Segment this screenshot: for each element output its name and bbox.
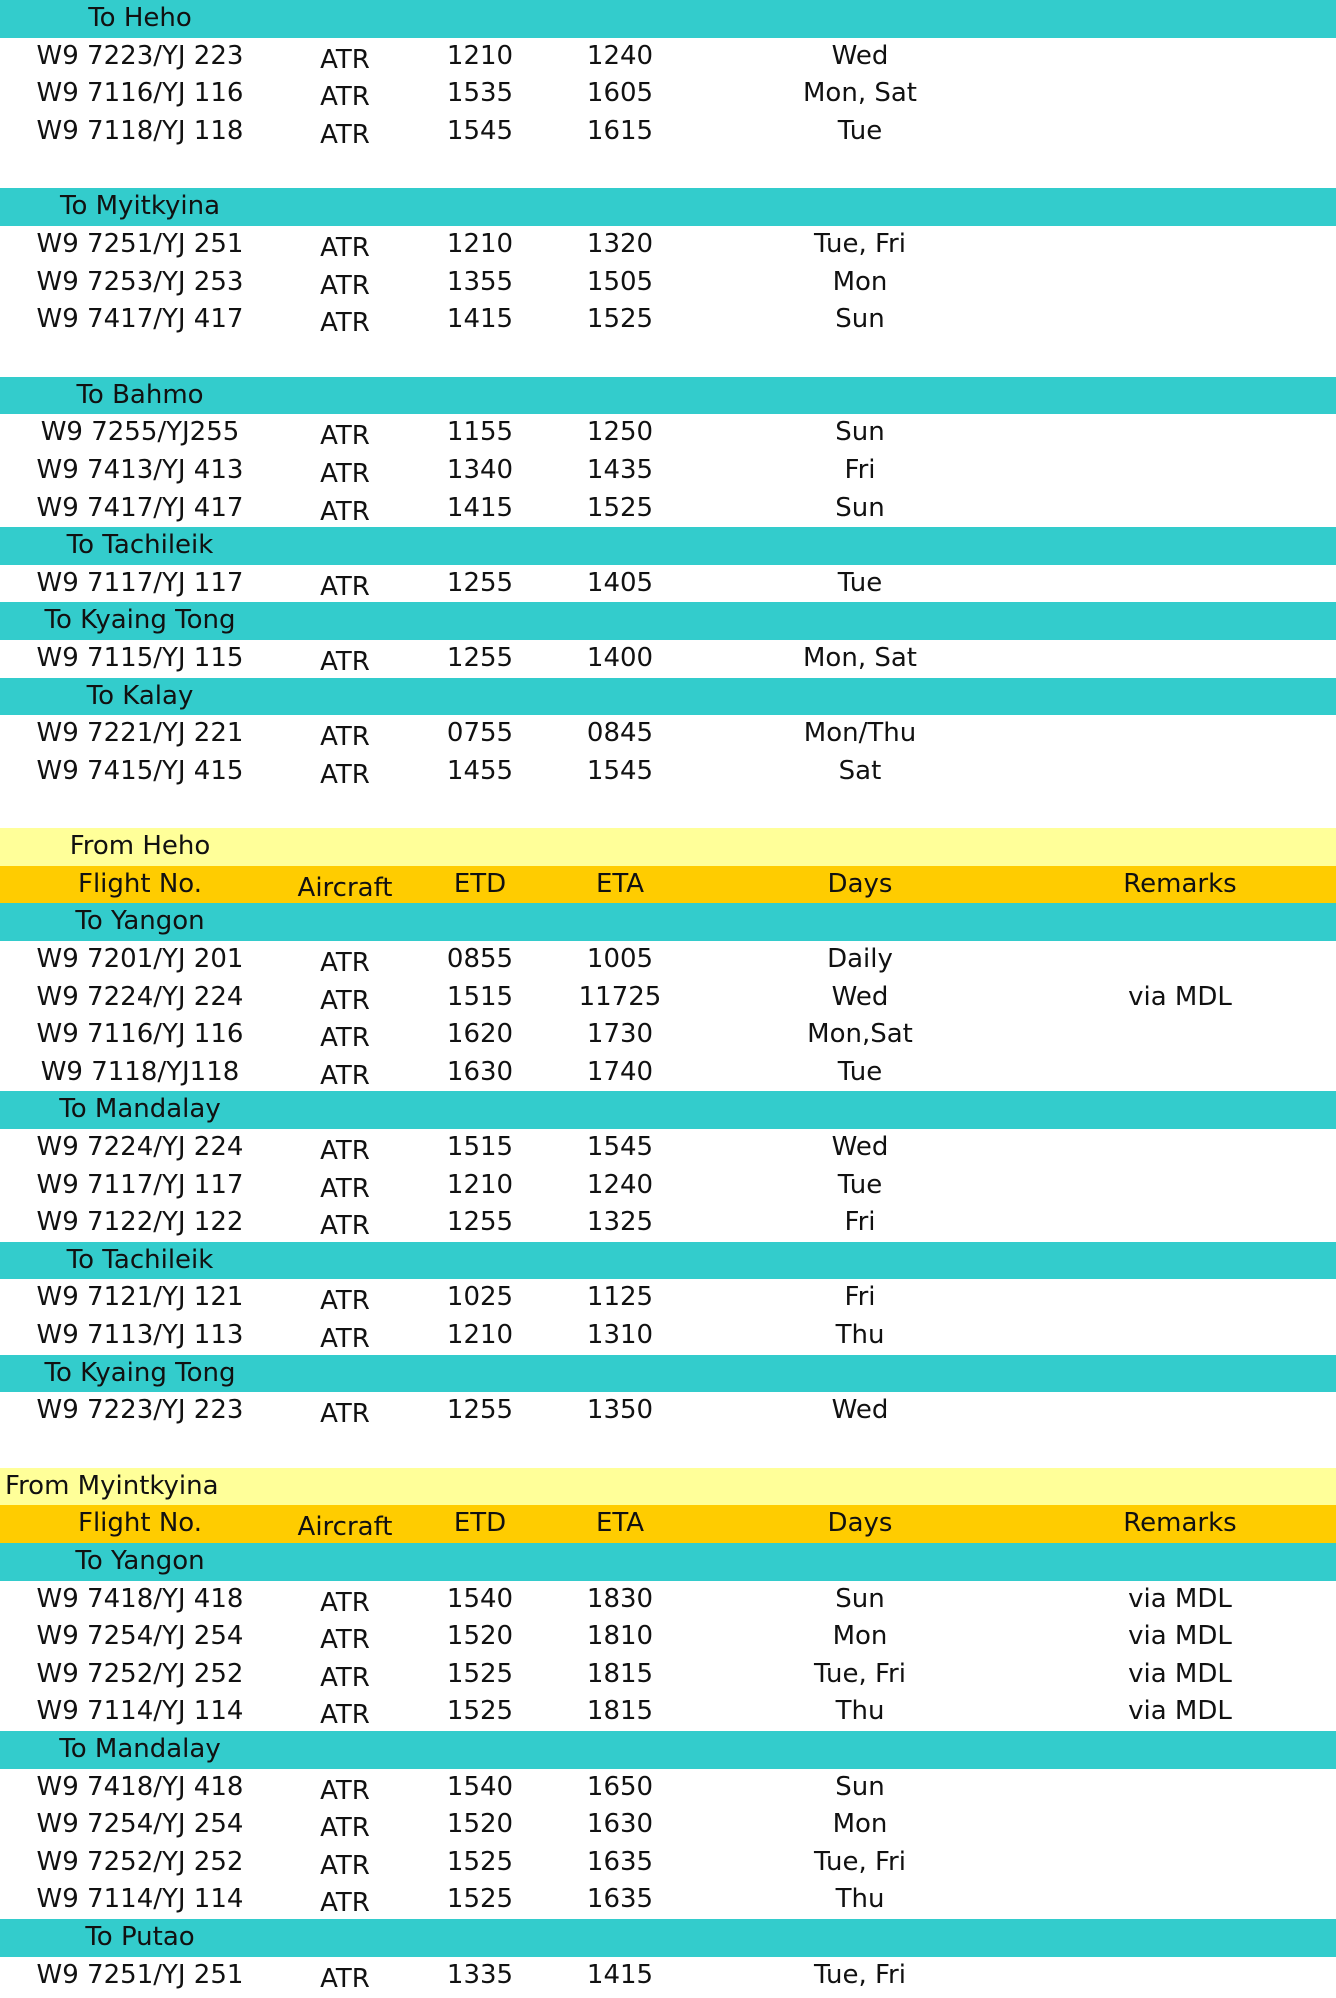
flight-row [0, 1204, 1336, 1242]
flight-number-cell: W9 7417/YJ 417 [36, 304, 244, 335]
flight-number-cell: W9 7116/YJ 116 [36, 78, 244, 109]
flight-row [0, 414, 1336, 452]
aircraft-type-cell: ATR [320, 948, 370, 979]
flight-number-cell: W9 7201/YJ 201 [36, 944, 244, 975]
arrival-time-header: ETA [595, 1508, 645, 1539]
aircraft-type-cell: ATR [320, 421, 370, 452]
departure-time-cell: 1525 [446, 1696, 514, 1727]
flight-number-cell: W9 7118/YJ118 [40, 1056, 240, 1087]
departure-time-cell: 1255 [446, 642, 514, 673]
flight-row [0, 1054, 1336, 1092]
arrival-time-cell: 0845 [586, 718, 654, 749]
departure-time-cell: 1415 [446, 304, 514, 335]
departure-time-cell: 1255 [446, 567, 514, 598]
destination-label: To Myitkyina [59, 191, 221, 222]
flight-row [0, 264, 1336, 302]
aircraft-type-cell: ATR [320, 1625, 370, 1656]
arrival-time-cell: 1730 [586, 1019, 654, 1050]
destination-heading [0, 377, 1336, 415]
flight-row [0, 753, 1336, 791]
arrival-time-cell: 1525 [586, 304, 654, 335]
departure-time-cell: 1255 [446, 1395, 514, 1426]
destination-heading [0, 903, 1336, 941]
aircraft-type-cell: ATR [320, 82, 370, 113]
origin-label: From Myintkyina [5, 1470, 219, 1501]
aircraft-type-cell: ATR [320, 1850, 370, 1881]
flight-row [0, 1392, 1336, 1430]
operating-days-cell: Tue, Fri [814, 228, 906, 259]
aircraft-type-cell: ATR [320, 1136, 370, 1167]
flight-number-cell: W9 7115/YJ 115 [36, 642, 244, 673]
departure-time-cell: 1540 [446, 1771, 514, 1802]
destination-heading [0, 527, 1336, 565]
operating-days-cell: Tue, Fri [814, 1846, 906, 1877]
flight-number-cell: W9 7251/YJ 251 [36, 1959, 244, 1990]
flight-row [0, 301, 1336, 339]
arrival-time-cell: 1125 [586, 1282, 654, 1313]
flight-row [0, 1806, 1336, 1844]
flight-number-cell: W9 7418/YJ 418 [36, 1583, 244, 1614]
flight-row [0, 113, 1336, 151]
aircraft-type-cell: ATR [320, 571, 370, 602]
departure-time-cell: 1025 [446, 1282, 514, 1313]
operating-days-cell: Tue [837, 1056, 883, 1087]
flight-number-cell: W9 7223/YJ 223 [36, 40, 244, 71]
departure-time-cell: 1535 [446, 78, 514, 109]
column-header-row [0, 866, 1336, 904]
arrival-time-cell: 1525 [586, 492, 654, 523]
flight-number-cell: W9 7254/YJ 254 [36, 1809, 244, 1840]
operating-days-cell: Sun [835, 1771, 885, 1802]
departure-time-cell: 1545 [446, 115, 514, 146]
aircraft-type-cell: ATR [320, 119, 370, 150]
destination-heading [0, 1919, 1336, 1957]
arrival-time-cell: 1240 [586, 40, 654, 71]
destination-label: To Mandalay [59, 1094, 221, 1125]
arrival-time-cell: 1545 [586, 1132, 654, 1163]
arrival-time-cell: 1405 [586, 567, 654, 598]
arrival-time-cell: 1005 [586, 944, 654, 975]
destination-heading [0, 1242, 1336, 1280]
flight-number-cell: W9 7224/YJ 224 [36, 1132, 244, 1163]
destination-label: To Heho [88, 3, 192, 33]
departure-time-cell: 1210 [446, 228, 514, 259]
departure-time-header: ETD [453, 1508, 507, 1539]
flight-number-cell: W9 7252/YJ 252 [36, 1658, 244, 1689]
aircraft-type-cell: ATR [320, 1775, 370, 1806]
departure-time-cell: 1210 [446, 1169, 514, 1200]
operating-days-cell: Mon [832, 1809, 888, 1840]
aircraft-type-cell: ATR [320, 1587, 370, 1618]
origin-heading [0, 828, 1336, 866]
flight-row [0, 1279, 1336, 1317]
flight-row [0, 490, 1336, 528]
departure-time-cell: 1525 [446, 1658, 514, 1689]
destination-label: To Kyaing Tong [44, 1357, 236, 1388]
flight-row [0, 1618, 1336, 1656]
aircraft-type-cell: ATR [320, 44, 370, 75]
remarks-cell: via MDL [1128, 1583, 1232, 1614]
flight-number-cell: W9 7113/YJ 113 [36, 1320, 244, 1350]
flight-row [0, 1769, 1336, 1807]
spacer [0, 150, 1336, 188]
arrival-time-cell: 1250 [586, 417, 654, 448]
arrival-time-cell: 1815 [586, 1696, 654, 1727]
operating-days-cell: Mon/Thu [803, 718, 917, 749]
departure-time-cell: 1455 [446, 755, 514, 786]
destination-heading [0, 0, 1336, 38]
flight-row [0, 75, 1336, 113]
destination-label: To Yangon [75, 906, 205, 937]
operating-days-cell: Wed [831, 1395, 889, 1426]
arrival-time-cell: 1615 [586, 115, 654, 146]
departure-time-cell: 1620 [446, 1019, 514, 1050]
flight-row [0, 640, 1336, 678]
destination-label: To Putao [85, 1921, 195, 1952]
operating-days-cell: Mon [832, 1621, 888, 1652]
operating-days-cell: Tue [837, 115, 883, 146]
arrival-time-cell: 1505 [586, 266, 654, 297]
aircraft-type-cell: ATR [320, 232, 370, 263]
arrival-time-cell: 1650 [586, 1771, 654, 1802]
flight-row [0, 1581, 1336, 1619]
aircraft-type-cell: ATR [320, 308, 370, 339]
aircraft-type-header: Aircraft [297, 1512, 393, 1543]
departure-time-cell: 1415 [446, 492, 514, 523]
flight-number-cell: W9 7117/YJ 117 [36, 1169, 244, 1200]
departure-time-cell: 1210 [446, 40, 514, 71]
flight-number-cell: W9 7413/YJ 413 [36, 454, 244, 485]
flight-number-cell: W9 7417/YJ 417 [36, 492, 244, 523]
destination-heading [0, 188, 1336, 226]
departure-time-cell: 0855 [446, 944, 514, 975]
operating-days-header: Days [827, 868, 893, 899]
flight-number-cell: W9 7224/YJ 224 [36, 981, 244, 1012]
aircraft-type-cell: ATR [320, 985, 370, 1016]
flight-number-cell: W9 7114/YJ 114 [36, 1884, 244, 1915]
departure-time-cell: 1355 [446, 266, 514, 297]
flight-row [0, 1656, 1336, 1694]
departure-time-header: ETD [453, 868, 507, 899]
remarks-header: Remarks [1123, 1508, 1237, 1539]
arrival-time-cell: 1605 [586, 78, 654, 109]
arrival-time-cell: 1740 [586, 1056, 654, 1087]
arrival-time-cell: 1815 [586, 1658, 654, 1689]
arrival-time-cell: 1810 [586, 1621, 654, 1652]
flight-number-cell: W9 7418/YJ 418 [36, 1771, 244, 1802]
arrival-time-cell: 1240 [586, 1169, 654, 1200]
spacer [0, 790, 1336, 828]
departure-time-cell: 0755 [446, 718, 514, 749]
arrival-time-cell: 1320 [586, 228, 654, 259]
operating-days-cell: Sun [835, 1583, 885, 1614]
operating-days-cell: Thu [835, 1884, 885, 1915]
flight-row [0, 1016, 1336, 1054]
aircraft-type-cell: ATR [320, 1700, 370, 1731]
flight-number-header: Flight No. [77, 868, 202, 899]
destination-heading [0, 1355, 1336, 1393]
arrival-time-cell: 1325 [586, 1207, 654, 1238]
departure-time-cell: 1515 [446, 1132, 514, 1163]
destination-label: To Tachileik [66, 1244, 214, 1275]
aircraft-type-cell: ATR [320, 1399, 370, 1430]
arrival-time-cell: 1350 [586, 1395, 654, 1426]
aircraft-type-cell: ATR [320, 1211, 370, 1242]
flight-number-cell: W9 7223/YJ 223 [36, 1395, 244, 1426]
flight-number-header: Flight No. [77, 1508, 202, 1539]
flight-row [0, 1844, 1336, 1882]
flight-row [0, 1693, 1336, 1731]
flight-number-cell: W9 7252/YJ 252 [36, 1846, 244, 1877]
arrival-time-cell: 1635 [586, 1884, 654, 1915]
arrival-time-cell: 1310 [586, 1320, 654, 1350]
departure-time-cell: 1210 [446, 1320, 514, 1350]
departure-time-cell: 1630 [446, 1056, 514, 1087]
operating-days-cell: Fri [844, 1282, 876, 1313]
operating-days-cell: Tue [837, 567, 883, 598]
flight-row [0, 715, 1336, 753]
operating-days-cell: Mon, Sat [803, 78, 917, 109]
flight-number-cell: W9 7114/YJ 114 [36, 1696, 244, 1727]
aircraft-type-cell: ATR [320, 270, 370, 301]
destination-label: To Tachileik [66, 530, 214, 561]
origin-heading [0, 1468, 1336, 1506]
departure-time-cell: 1340 [446, 454, 514, 485]
flight-row [0, 1957, 1336, 1995]
destination-label: To Yangon [75, 1545, 205, 1576]
operating-days-cell: Tue, Fri [814, 1959, 906, 1990]
operating-days-cell: Wed [831, 40, 889, 71]
flight-row [0, 565, 1336, 603]
aircraft-type-cell: ATR [320, 1286, 370, 1317]
destination-heading [0, 1091, 1336, 1129]
aircraft-type-cell: ATR [320, 759, 370, 790]
arrival-time-cell: 1435 [586, 454, 654, 485]
aircraft-type-cell: ATR [320, 1888, 370, 1919]
flight-row [0, 226, 1336, 264]
destination-label: To Mandalay [59, 1733, 221, 1764]
flight-row [0, 941, 1336, 979]
arrival-time-cell: 1415 [586, 1959, 654, 1990]
aircraft-type-cell: ATR [320, 646, 370, 677]
destination-label: To Kyaing Tong [44, 605, 236, 636]
remarks-cell: via MDL [1128, 981, 1232, 1012]
destination-heading [0, 602, 1336, 640]
aircraft-type-cell: ATR [320, 1324, 370, 1354]
aircraft-type-cell: ATR [320, 1662, 370, 1693]
departure-time-cell: 1515 [446, 981, 514, 1012]
arrival-time-cell: 1545 [586, 755, 654, 786]
aircraft-type-cell: ATR [320, 458, 370, 489]
operating-days-cell: Mon,Sat [807, 1019, 913, 1050]
departure-time-cell: 1255 [446, 1207, 514, 1238]
flight-number-cell: W9 7117/YJ 117 [36, 567, 244, 598]
origin-label: From Heho [69, 831, 211, 862]
flight-row [0, 1881, 1336, 1919]
remarks-cell: via MDL [1128, 1696, 1232, 1727]
departure-time-cell: 1525 [446, 1846, 514, 1877]
destination-label: To Bahmo [76, 379, 204, 410]
operating-days-cell: Fri [844, 454, 876, 485]
departure-time-cell: 1520 [446, 1621, 514, 1652]
flight-row [0, 38, 1336, 76]
operating-days-header: Days [827, 1508, 893, 1539]
operating-days-cell: Wed [831, 1132, 889, 1163]
operating-days-cell: Mon, Sat [803, 642, 917, 673]
flight-number-cell: W9 7254/YJ 254 [36, 1621, 244, 1652]
operating-days-cell: Daily [827, 944, 893, 975]
departure-time-cell: 1335 [446, 1959, 514, 1990]
spacer [0, 1430, 1336, 1468]
remarks-cell: via MDL [1128, 1621, 1232, 1652]
aircraft-type-cell: ATR [320, 1023, 370, 1054]
flight-row [0, 1167, 1336, 1205]
aircraft-type-cell: ATR [320, 722, 370, 753]
aircraft-type-cell: ATR [320, 496, 370, 527]
arrival-time-cell: 11725 [578, 981, 662, 1012]
flight-number-cell: W9 7251/YJ 251 [36, 228, 244, 259]
operating-days-cell: Thu [835, 1696, 885, 1727]
flight-row [0, 452, 1336, 490]
flight-number-cell: W9 7116/YJ 116 [36, 1019, 244, 1050]
operating-days-cell: Thu [835, 1320, 885, 1350]
departure-time-cell: 1155 [446, 417, 514, 448]
spacer [0, 339, 1336, 377]
flight-number-cell: W9 7118/YJ 118 [36, 115, 244, 146]
aircraft-type-cell: ATR [320, 1813, 370, 1844]
flight-row [0, 1317, 1336, 1355]
departure-time-cell: 1540 [446, 1583, 514, 1614]
departure-time-cell: 1520 [446, 1809, 514, 1840]
aircraft-type-header: Aircraft [297, 872, 393, 903]
destination-heading [0, 678, 1336, 716]
remarks-header: Remarks [1123, 868, 1237, 899]
operating-days-cell: Mon [832, 266, 888, 297]
operating-days-cell: Sun [835, 492, 885, 523]
operating-days-cell: Tue [837, 1169, 883, 1200]
remarks-cell: via MDL [1128, 1658, 1232, 1689]
aircraft-type-cell: ATR [320, 1173, 370, 1204]
departure-time-cell: 1525 [446, 1884, 514, 1915]
operating-days-cell: Fri [844, 1207, 876, 1238]
flight-row [0, 979, 1336, 1017]
flight-row [0, 1129, 1336, 1167]
operating-days-cell: Sun [835, 417, 885, 448]
flight-number-cell: W9 7122/YJ 122 [36, 1207, 244, 1238]
aircraft-type-cell: ATR [320, 1963, 370, 1994]
operating-days-cell: Sun [835, 304, 885, 335]
column-header-row [0, 1505, 1336, 1543]
flight-number-cell: W9 7415/YJ 415 [36, 755, 244, 786]
flight-number-cell: W9 7121/YJ 121 [36, 1282, 244, 1313]
flight-number-cell: W9 7255/YJ255 [40, 417, 240, 448]
aircraft-type-cell: ATR [320, 1060, 370, 1091]
operating-days-cell: Sat [838, 755, 882, 786]
destination-label: To Kalay [86, 680, 194, 711]
operating-days-cell: Tue, Fri [814, 1658, 906, 1689]
arrival-time-cell: 1635 [586, 1846, 654, 1877]
destination-heading [0, 1543, 1336, 1581]
operating-days-cell: Wed [831, 981, 889, 1012]
arrival-time-cell: 1400 [586, 642, 654, 673]
flight-number-cell: W9 7221/YJ 221 [36, 718, 244, 749]
destination-heading [0, 1731, 1336, 1769]
arrival-time-cell: 1830 [586, 1583, 654, 1614]
flight-number-cell: W9 7253/YJ 253 [36, 266, 244, 297]
arrival-time-cell: 1630 [586, 1809, 654, 1840]
arrival-time-header: ETA [595, 868, 645, 899]
